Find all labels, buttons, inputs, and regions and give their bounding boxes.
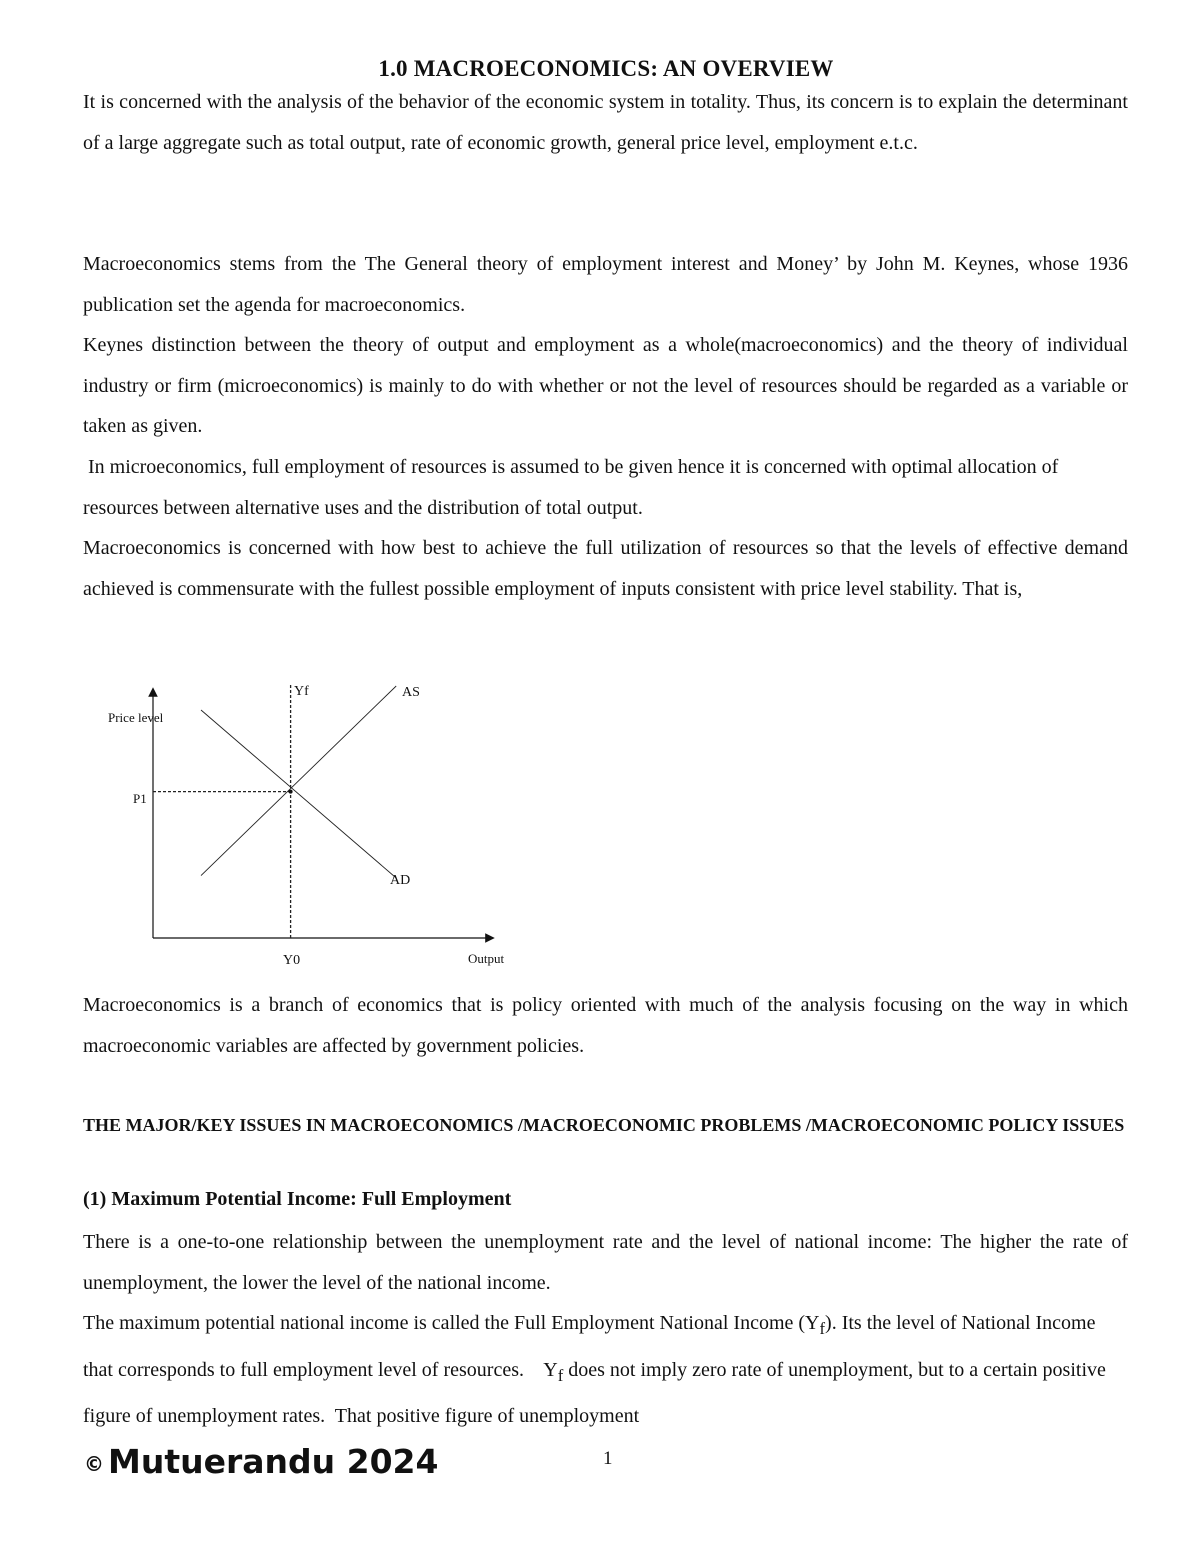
p1-label: P1 bbox=[133, 791, 147, 806]
section-heading: THE MAJOR/KEY ISSUES IN MACROECONOMICS /MACROECONOMIC PROBLEMS /MACROECONOMIC POLICY ISSUES bbox=[83, 1115, 1125, 1135]
page-title: 1.0 MACROECONOMICS: AN OVERVIEW bbox=[378, 56, 834, 81]
x-axis-label: Output bbox=[468, 951, 505, 966]
ad-line bbox=[201, 710, 396, 878]
distinction-paragraph: Keynes distinction between the theory of output and employment as a whole(macroeconomics) and the theory of individual industry or firm (microeconomics) is mainly to do with whether or not the level of resources should be regarded as a variable or taken as given. bbox=[83, 334, 1128, 438]
y-axis-label: Price level bbox=[108, 710, 164, 725]
subscript-f: f bbox=[557, 1365, 564, 1385]
microeconomics-paragraph: In microeconomics, full employment of resources is assumed to be given hence it is concerned with optimal allocation of resources between alternative uses and the distribution of total output. bbox=[83, 456, 1064, 519]
keynes-paragraph: Macroeconomics stems from the The General theory of employment interest and Money’ by John M. Keynes, whose 1936 publication set the agenda for macroeconomics. bbox=[83, 253, 1128, 316]
unemployment-paragraph: There is a one-to-one relationship between the unemployment rate and the level of national income: The higher the rate of unemployment, the lower the level of the national income. bbox=[83, 1231, 1128, 1294]
policy-paragraph: Macroeconomics is a branch of economics that is policy oriented with much of the analysis focusing on the way in which macroeconomic variables are affected by government policies. bbox=[83, 994, 1128, 1057]
page-number: 1 bbox=[603, 1448, 613, 1469]
yf-label: Yf bbox=[294, 684, 309, 699]
as-line bbox=[201, 686, 396, 876]
subheading-full-employment: (1) Maximum Potential Income: Full Employment bbox=[83, 1188, 512, 1210]
subscript-f: f bbox=[819, 1319, 826, 1338]
series-layer bbox=[153, 684, 396, 938]
intro-paragraph: It is concerned with the analysis of the behavior of the economic system in totality. Thus, its concern is to explain the determinant of a large aggregate such as total output, rate of economic growth, general price level, employment e.t.c. bbox=[83, 91, 1128, 154]
footer-author: Mutuerandu 2024 bbox=[108, 1442, 439, 1481]
as-curve-label: AS bbox=[402, 685, 420, 700]
text-run: does not imply zero rate of unemployment, but to a certain positive figure of unemployment rates. That positive figure of unemployment bbox=[83, 1358, 1111, 1428]
ad-curve-label: AD bbox=[390, 873, 411, 888]
text-run: ). Its the level of National Income that corresponds to full employment level of resources. Y bbox=[83, 1312, 1101, 1381]
full-utilization-paragraph: Macroeconomics is concerned with how best to achieve the full utilization of resources so that the levels of effective demand achieved is commensurate with the fullest possible employment of inputs consistent with price level stability. That is, bbox=[83, 537, 1128, 600]
ad-as-chart bbox=[100, 670, 530, 975]
footer-copyright bbox=[84, 1442, 438, 1481]
copyright-symbol: © bbox=[84, 1452, 104, 1476]
text-run: The maximum potential national income is called the Full Employment National Income (Y bbox=[83, 1312, 820, 1334]
y0-label: Y0 bbox=[283, 953, 301, 968]
equilibrium-point bbox=[289, 790, 293, 794]
full-employment-income-paragraph bbox=[83, 1303, 1128, 1437]
